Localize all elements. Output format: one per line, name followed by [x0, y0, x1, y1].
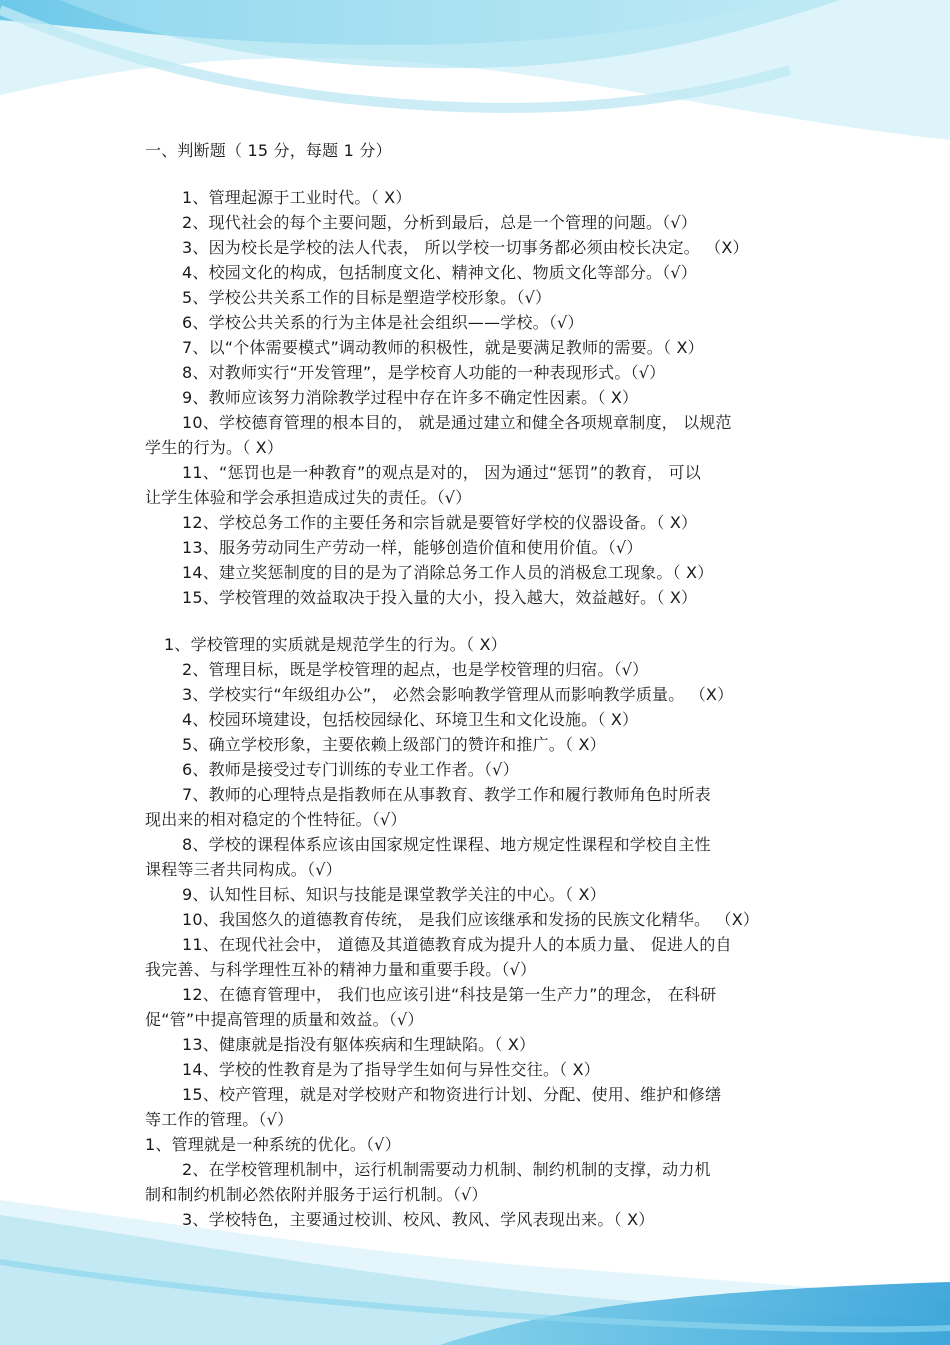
text-line: 7、以“个体需要模式”调动教师的积极性，就是要满足教师的需要。（ X） — [182, 338, 704, 357]
text-line: 8、对教师实行“开发管理”，是学校育人功能的一种表现形式。（√） — [182, 363, 666, 382]
text-line: 等工作的管理。（√） — [145, 1110, 294, 1129]
text-line: 4、校园文化的构成，包括制度文化、精神文化、物质文化等部分。（√） — [182, 263, 697, 282]
text-line: 14、学校的性教育是为了指导学生如何与异性交往。（ X） — [182, 1060, 601, 1079]
text-line: 我完善、与科学理性互补的精神力量和重要手段。（√） — [145, 960, 537, 979]
text-line: 11、在现代社会中， 道德及其道德教育成为提升人的本质力量、 促进人的自 — [182, 935, 732, 954]
text-line: 4、校园环境建设，包括校园绿化、环境卫生和文化设施。（ X） — [182, 710, 639, 729]
text-line: 12、在德育管理中， 我们也应该引进“科技是第一生产力”的理念， 在科研 — [182, 985, 717, 1004]
text-line: 13、健康就是指没有躯体疾病和生理缺陷。（ X） — [182, 1035, 536, 1054]
text-line: 3、学校特色，主要通过校训、校风、教风、学风表现出来。（ X） — [182, 1210, 655, 1229]
text-line: 2、管理目标，既是学校管理的起点，也是学校管理的归宿。（√） — [182, 660, 649, 679]
text-line: 9、教师应该努力消除教学过程中存在许多不确定性因素。（ X） — [182, 388, 639, 407]
text-line: 15、校产管理，就是对学校财产和物资进行计划、分配、使用、维护和修缮 — [182, 1085, 722, 1104]
text-line: 1、管理起源于工业时代。（ X） — [182, 188, 412, 207]
text-line: 13、服务劳动同生产劳动一样，能够创造价值和使用价值。（√） — [182, 538, 643, 557]
text-line: 制和制约机制必然依附并服务于运行机制。（√） — [145, 1185, 488, 1204]
section-title: 一、判断题（ 15 分，每题 1 分） — [145, 141, 392, 160]
text-line: 3、学校实行“年级组办公”， 必然会影响教学管理从而影响教学质量。 （X） — [182, 685, 734, 704]
text-line: 促“管”中提高管理的质量和效益。（√） — [145, 1010, 424, 1029]
text-line: 5、确立学校形象，主要依赖上级部门的赞许和推广。（ X） — [182, 735, 606, 754]
text-line: 学生的行为。（ X） — [145, 438, 284, 457]
text-line: 现出来的相对稳定的个性特征。（√） — [145, 810, 407, 829]
text-line: 3、因为校长是学校的法人代表， 所以学校一切事务都必须由校长决定。 （X） — [182, 238, 749, 257]
text-line: 15、学校管理的效益取决于投入量的大小，投入越大，效益越好。（ X） — [182, 588, 698, 607]
text-line: 7、教师的心理特点是指教师在从事教育、教学工作和履行教师角色时所表 — [182, 785, 711, 804]
text-line: 14、建立奖惩制度的目的是为了消除总务工作人员的消极怠工现象。（ X） — [182, 563, 714, 582]
text-line: 1、管理就是一种系统的优化。（√） — [145, 1135, 401, 1154]
text-line: 1、学校管理的实质就是规范学生的行为。（ X） — [164, 635, 507, 654]
text-line: 6、教师是接受过专门训练的专业工作者。（√） — [182, 760, 519, 779]
text-line: 11、“惩罚也是一种教育”的观点是对的， 因为通过“惩罚”的教育， 可以 — [182, 463, 701, 482]
text-line: 6、学校公共关系的行为主体是社会组织——学校。（√） — [182, 313, 584, 332]
text-line: 9、认知性目标、知识与技能是课堂教学关注的中心。（ X） — [182, 885, 606, 904]
text-line: 让学生体验和学会承担造成过失的责任。（√） — [145, 488, 472, 507]
text-line: 10、我国悠久的道德教育传统， 是我们应该继承和发扬的民族文化精华。 （X） — [182, 910, 760, 929]
text-line: 2、在学校管理机制中，运行机制需要动力机制、制约机制的支撑，动力机 — [182, 1160, 711, 1179]
text-line: 8、学校的课程体系应该由国家规定性课程、地方规定性课程和学校自主性 — [182, 835, 711, 854]
text-line: 10、学校德育管理的根本目的， 就是通过建立和健全各项规章制度， 以规范 — [182, 413, 732, 432]
text-line: 课程等三者共同构成。（√） — [145, 860, 342, 879]
text-line: 2、现代社会的每个主要问题，分析到最后，总是一个管理的问题。（√） — [182, 213, 697, 232]
text-line: 5、学校公共关系工作的目标是塑造学校形象。（√） — [182, 288, 552, 307]
text-line: 12、学校总务工作的主要任务和宗旨就是要管好学校的仪器设备。（ X） — [182, 513, 698, 532]
